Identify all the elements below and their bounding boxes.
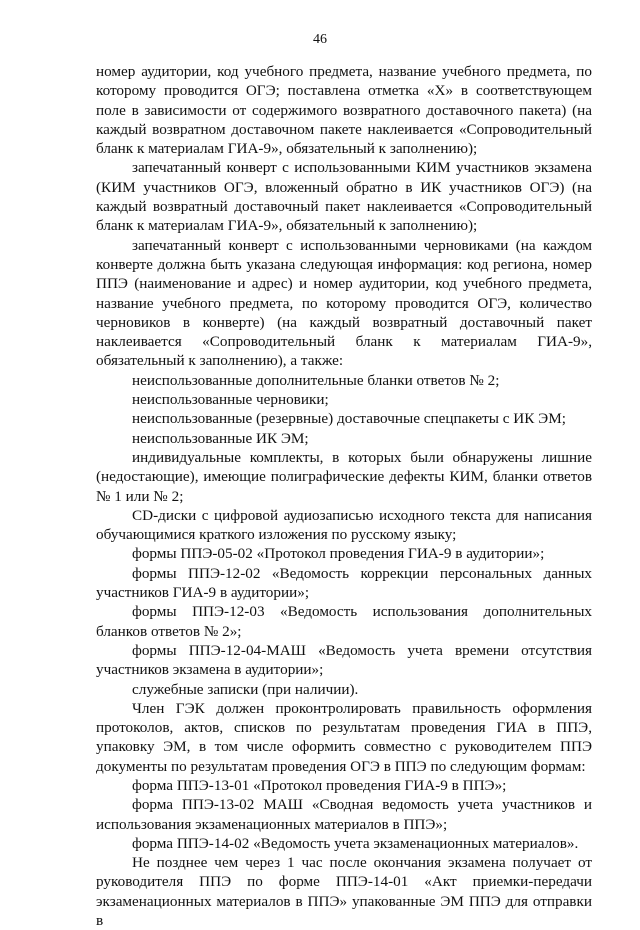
page-number: 46 — [313, 32, 327, 47]
paragraph: Не позднее чем через 1 час после окончания экзамена получает от руководителя ППЭ по форме ППЭ-14-01 «Акт приемки-передачи экзаменационных материалов в ППЭ» упакованные ЭМ ППЭ для отправки в — [96, 854, 592, 930]
paragraph: неиспользованные дополнительные бланки ответов № 2; — [132, 371, 500, 389]
paragraph: номер аудитории, код учебного предмета, название учебного предмета, по которому проводится ОГЭ; поставлена отметка «Х» в соответствующем поле в зависимости от содержимого возвратного доставочного пакета) (на каждый возвратном доставочном пакете наклеивается «Сопроводительный бланк к материалам ГИА-9», обязательный к заполнению); — [96, 63, 592, 158]
paragraph: CD-диски с цифровой аудиозаписью исходного текста для написания обучающимися краткого изложения по русскому языку; — [96, 506, 592, 544]
paragraph: формы ППЭ-12-04-МАШ «Ведомость учета времени отсутствия участников экзамена в аудитории»; — [96, 641, 592, 679]
paragraph: служебные записки (при наличии). — [132, 680, 359, 698]
paragraph: запечатанный конверт с использованными черновиками (на каждом конверте должна быть указана следующая информация: код региона, номер ППЭ (наименование и адрес) и номер аудитории, код учебного предмета, название учебного предмета, по которому проводится ОГЭ, количество черновиков в конверте) (на каждый возвратный доставочный пакет наклеивается «Сопроводительный бланк к материалам ГИА-9», обязательный к заполнению), а также: — [96, 236, 592, 370]
paragraph: неиспользованные черновики; — [132, 391, 329, 409]
paragraph: форма ППЭ-13-02 МАШ «Сводная ведомость учета участников и использования экзаменационных материалов в ППЭ»; — [96, 796, 592, 833]
paragraph: неиспользованные (резервные) доставочные спецпакеты с ИК ЭМ; — [132, 410, 566, 428]
paragraph: формы ППЭ-05-02 «Протокол проведения ГИА-9 в аудитории»; — [132, 545, 545, 563]
paragraph: форма ППЭ-13-01 «Протокол проведения ГИА-9 в ППЭ»; — [132, 776, 507, 794]
body-text — [96, 62, 592, 930]
paragraph: запечатанный конверт с использованными КИМ участников экзамена (КИМ участников ОГЭ, вложенный обратно в ИК участников ОГЭ) (на каждый возвратный доставочный пакет наклеивается «Сопроводительный бланк к материалам ГИА-9», обязательный к заполнению); — [96, 159, 592, 235]
paragraph: индивидуальные комплекты, в которых были обнаружены лишние (недостающие), имеющие полиграфические дефекты КИМ, бланки ответов № 1 или № 2; — [96, 448, 592, 505]
paragraph: форма ППЭ-14-02 «Ведомость учета экзаменационных материалов». — [132, 834, 579, 852]
paragraph: неиспользованные ИК ЭМ; — [132, 429, 309, 447]
paragraph: Член ГЭК должен проконтролировать правильность оформления протоколов, актов, списков по результатам проведения ГИА в ППЭ, упаковку ЭМ, в том числе оформить совместно с руководителем ППЭ документы по результатам проведения ОГЭ в ППЭ по следующим формам: — [96, 699, 592, 775]
paragraph: формы ППЭ-12-03 «Ведомость использования дополнительных бланков ответов № 2»; — [96, 603, 592, 640]
paragraph: формы ППЭ-12-02 «Ведомость коррекции персональных данных участников ГИА-9 в аудитории»; — [96, 564, 592, 602]
